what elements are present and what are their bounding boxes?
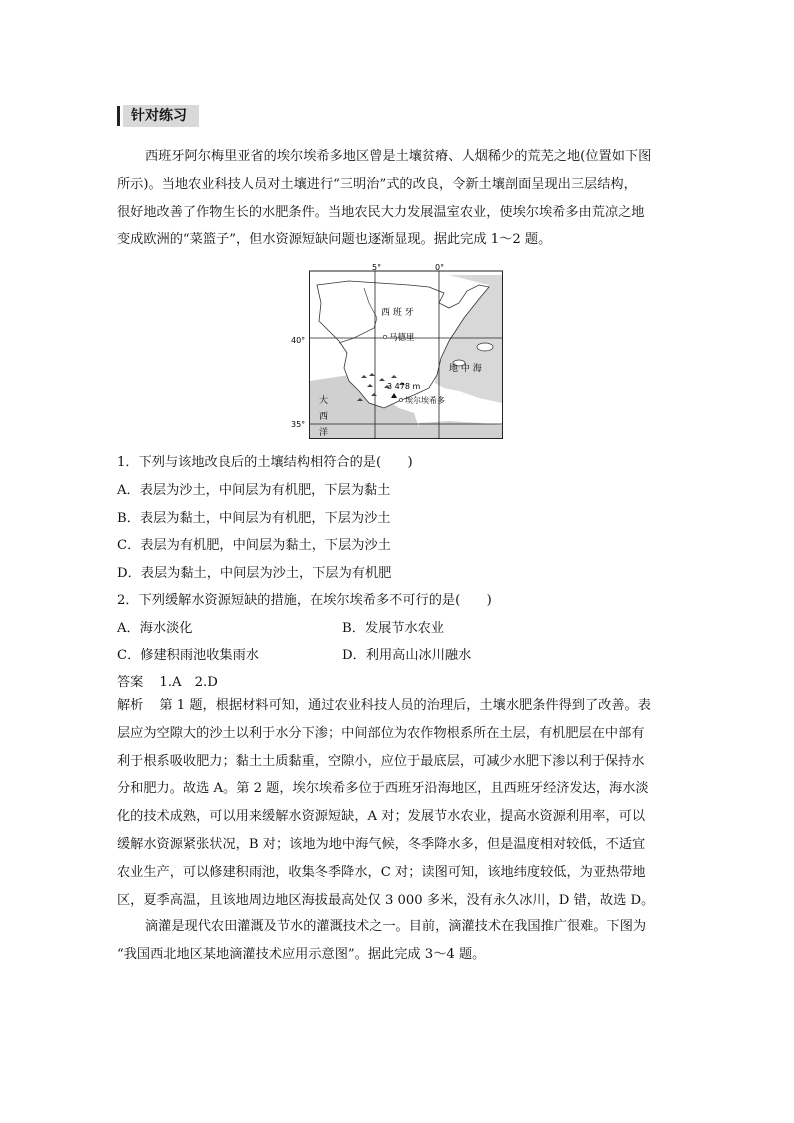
intro2-line: 滴灌是现代农田灌溉及节水的灌溉技术之一。目前，滴灌技术在我国推广很难。下图为 bbox=[145, 919, 647, 934]
analysis-line: 区，夏季高温，且该地周边地区海拔最高处仅 3 000 多米，没有永久冰川，D 错，故选 D。 bbox=[117, 892, 655, 908]
sea-label: 地 中 海 bbox=[449, 364, 482, 374]
question-1-option: A．表层为沙土，中间层为有机肥，下层为黏土 bbox=[117, 483, 391, 498]
question-1-option: C．表层为有机肥，中间层为黏土，下层为沙土 bbox=[117, 538, 391, 553]
intro-line: 变成欧洲的“菜篮子”，但水资源短缺问题也逐渐显现。据此完成 1～2 题。 bbox=[117, 232, 552, 248]
lon-label: 5° bbox=[372, 263, 382, 272]
analysis-text: 第 1 题，根据材料可知，通过农业科技人员的治理后，土壤水肥条件得到了改善。表 bbox=[159, 698, 651, 713]
analysis-line: 利于根系吸收肥力；黏土土质黏重，空隙小，应位于最底层，可减少水肥下渗以利于保持水 bbox=[117, 753, 645, 769]
analysis-line: 层应为空隙大的沙土以利于水分下渗；中间部位为农作物根系所在土层，有机肥层在中部有 bbox=[117, 725, 645, 741]
intro-line: 很好地改善了作物生长的水肥条件。当地农民大力发展温室农业，使埃尔埃希多由荒凉之地 bbox=[117, 204, 645, 220]
spain-map bbox=[291, 263, 503, 439]
lat-label: 35° bbox=[291, 420, 306, 429]
lon-label: 0° bbox=[435, 263, 445, 272]
place-label: 埃尔埃希多 bbox=[405, 396, 445, 405]
question-2-stem: 2．下列缓解水资源短缺的措施，在埃尔埃希多不可行的是( ) bbox=[117, 593, 492, 608]
section-header bbox=[117, 105, 199, 127]
analysis-line: 缓解水资源紧张状况，B 对；该地为地中海气候，冬季降水多，但是温度相对较低，不适宜 bbox=[117, 836, 646, 852]
intro2-line: “我国西北地区某地滴灌技术应用示意图”。据此完成 3～4 题。 bbox=[117, 946, 486, 962]
analysis-line: 农业生产，可以修建积雨池，收集冬季降水，C 对；读图可知，该地纬度较低，为亚热带地 bbox=[117, 864, 646, 880]
analysis-label: 解析 bbox=[117, 698, 144, 713]
answer-label: 答案 bbox=[117, 675, 144, 690]
section-bar bbox=[117, 106, 120, 126]
ocean-label: 洋 bbox=[319, 428, 329, 438]
intro2-paragraph bbox=[117, 913, 677, 969]
capital-label: 马德里 bbox=[389, 333, 415, 343]
question-2-option: D．利用高山冰川融水 bbox=[342, 648, 472, 663]
question-2-option: A．海水淡化 bbox=[117, 621, 193, 636]
capital-dot bbox=[383, 335, 387, 339]
ocean-label: 西 bbox=[319, 412, 329, 422]
question-2-option: B．发展节水农业 bbox=[342, 621, 445, 636]
analysis-paragraph bbox=[117, 692, 677, 914]
section-title: 针对练习 bbox=[123, 105, 199, 127]
analysis-line: 化的技术成熟，可以用来缓解水资源短缺，A 对；发展节水农业，提高水资源利用率，可以 bbox=[117, 809, 646, 825]
analysis-line: 分和肥力。故选 A。第 2 题，埃尔埃希多位于西班牙沿海地区，且西班牙经济发达，海水淡 bbox=[117, 781, 649, 797]
intro-line: 所示)。当地农业科技人员对土壤进行“三明治”式的改良，令新土壤剖面呈现出三层结构， bbox=[117, 176, 637, 192]
question-1-option: D．表层为黏土，中间层为沙土，下层为有机肥 bbox=[117, 566, 392, 581]
question-1-stem: 1．下列与该地改良后的土壤结构相符合的是( ) bbox=[117, 455, 413, 470]
answer-text: 1.A 2.D bbox=[159, 675, 218, 690]
answer-line bbox=[117, 671, 218, 690]
peak-label: 3 478 m bbox=[387, 382, 421, 391]
intro-line: 西班牙阿尔梅里亚省的埃尔埃希多地区曾是土壤贫瘠、人烟稀少的荒芜之地(位置如下图 bbox=[145, 149, 652, 164]
lat-label: 40° bbox=[291, 336, 306, 345]
intro-paragraph bbox=[117, 143, 677, 254]
analysis-line bbox=[117, 692, 677, 720]
question-1-option: B．表层为黏土，中间层为有机肥，下层为沙土 bbox=[117, 511, 391, 526]
question-2-option: C．修建积雨池收集雨水 bbox=[117, 648, 259, 663]
place-dot bbox=[399, 398, 402, 401]
country-label: 西 班 牙 bbox=[381, 308, 414, 318]
ocean-label: 大 bbox=[319, 396, 329, 406]
balearic-island bbox=[477, 343, 493, 351]
